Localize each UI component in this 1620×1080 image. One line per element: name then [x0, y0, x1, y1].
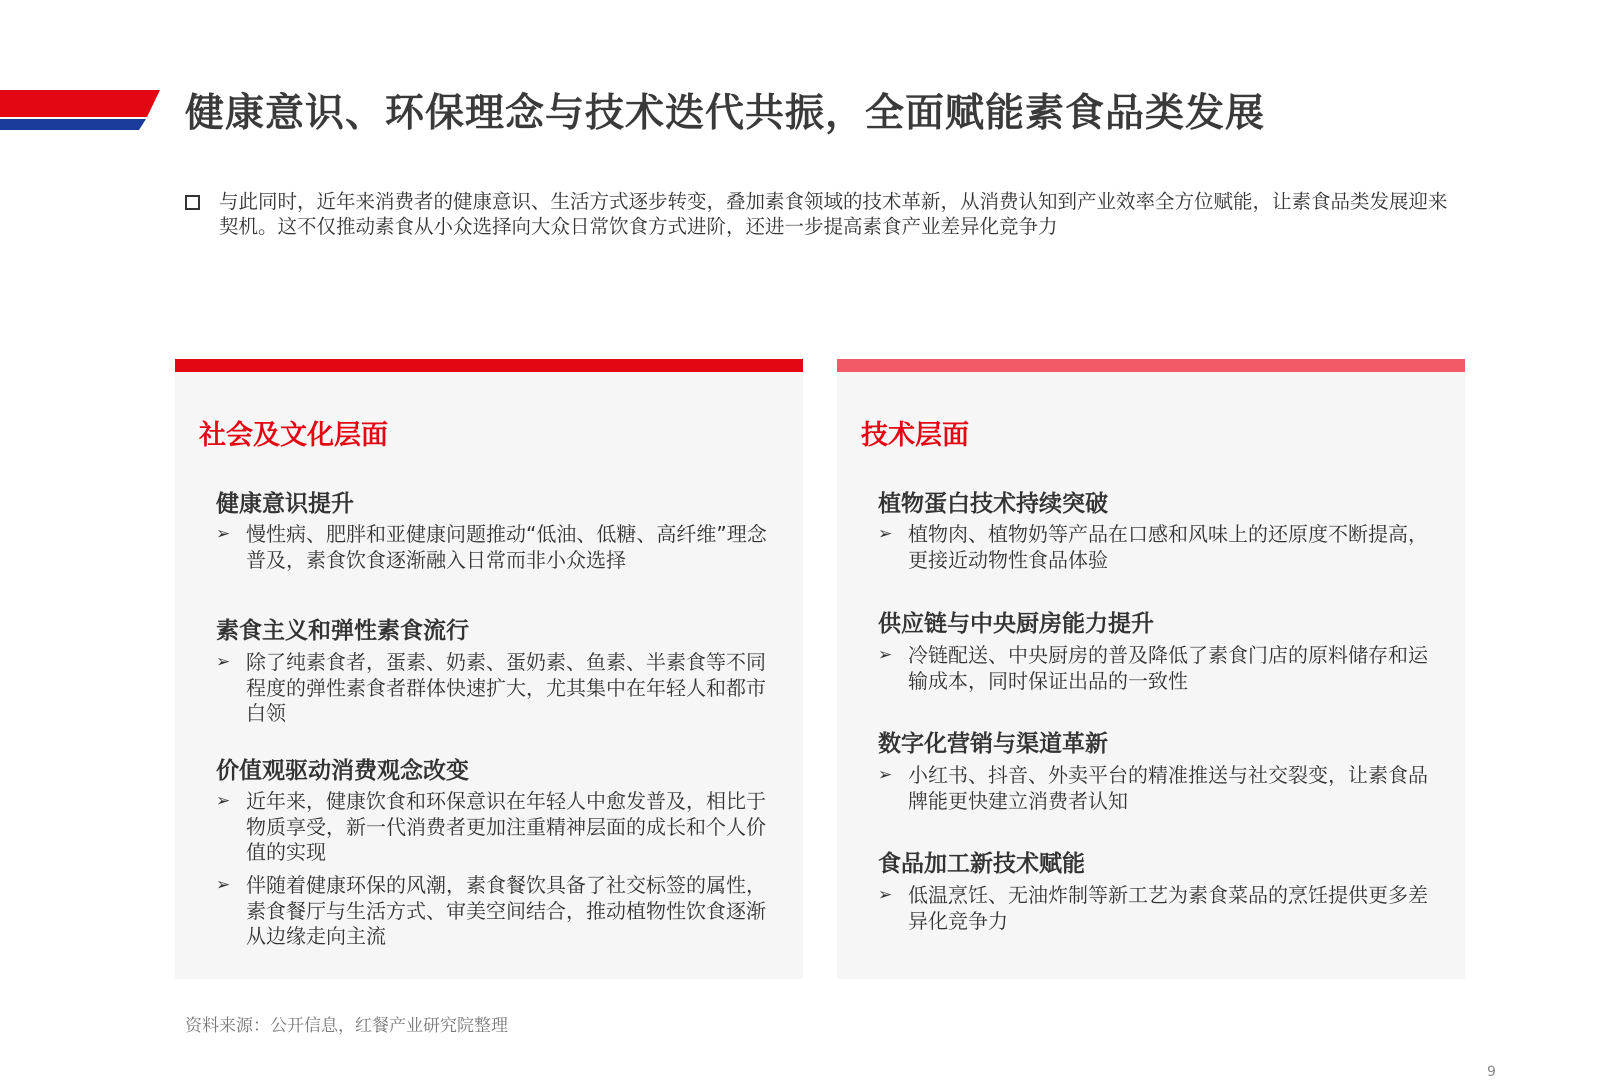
bullet-item: [878, 643, 1438, 694]
panel-top-bar: [837, 359, 1465, 372]
page-number: 9: [1487, 1064, 1496, 1080]
hollow-square-bullet-icon: [185, 195, 200, 210]
header-accent-stripe: [0, 90, 160, 132]
panel-top-bar: [175, 359, 803, 372]
intro-paragraph: [185, 189, 1455, 239]
section-title: 食品加工新技术赋能: [878, 851, 1085, 877]
bullet-text: 植物肉、植物奶等产品在口感和风味上的还原度不断提高，更接近动物性食品体验: [908, 522, 1428, 572]
bullet-text: 慢性病、肥胖和亚健康问题推动“低油、低糖、高纤维”理念普及，素食饮食逐渐融入日常而非小众选择: [246, 522, 767, 572]
section-title: 素食主义和弹性素食流行: [216, 618, 469, 644]
section-title: 数字化营销与渠道革新: [878, 731, 1108, 757]
bullet-text: 除了纯素食者，蛋素、奶素、蛋奶素、鱼素、半素食等不同程度的弹性素食者群体快速扩大，尤其集中在年轻人和都市白领: [246, 650, 766, 725]
arrow-bullet-icon: ➢: [878, 765, 893, 785]
bullet-item: [878, 522, 1438, 573]
bullet-item: [216, 789, 776, 866]
section-title: 供应链与中央厨房能力提升: [878, 611, 1154, 637]
bullet-text: 冷链配送、中央厨房的普及降低了素食门店的原料储存和运输成本，同时保证出品的一致性: [908, 643, 1428, 693]
arrow-bullet-icon: ➢: [878, 885, 893, 905]
section-title: 植物蛋白技术持续突破: [878, 491, 1108, 517]
bullet-item: [878, 763, 1438, 814]
intro-text: 与此同时，近年来消费者的健康意识、生活方式逐步转变，叠加素食领域的技术革新，从消费认知到产业效率全方位赋能，让素食品类发展迎来契机。这不仅推动素食从小众选择向大众日常饮食方式进阶，还进一步提高素食产业差异化竞争力: [219, 190, 1448, 238]
arrow-bullet-icon: ➢: [216, 652, 231, 672]
arrow-bullet-icon: ➢: [878, 524, 893, 544]
bullet-text: 低温烹饪、无油炸制等新工艺为素食菜品的烹饪提供更多差异化竞争力: [908, 883, 1428, 933]
bullet-item: [216, 650, 776, 727]
bullet-text: 近年来，健康饮食和环保意识在年轻人中愈发普及，相比于物质享受，新一代消费者更加注重精神层面的成长和个人价值的实现: [246, 789, 766, 864]
bullet-item: [216, 873, 776, 950]
arrow-bullet-icon: ➢: [878, 645, 893, 665]
source-note: 资料来源：公开信息，红餐产业研究院整理: [185, 1016, 508, 1036]
arrow-bullet-icon: ➢: [216, 524, 231, 544]
bullet-text: 小红书、抖音、外卖平台的精准推送与社交裂变，让素食品牌能更快建立消费者认知: [908, 763, 1428, 813]
bullet-text: 伴随着健康环保的风潮，素食餐饮具备了社交标签的属性，素食餐厅与生活方式、审美空间结合，推动植物性饮食逐渐从边缘走向主流: [246, 873, 766, 948]
panel-heading-social-culture: 社会及文化层面: [199, 420, 388, 451]
bullet-item: [216, 522, 776, 573]
arrow-bullet-icon: ➢: [216, 875, 231, 895]
section-title: 健康意识提升: [216, 491, 354, 517]
arrow-bullet-icon: ➢: [216, 791, 231, 811]
panel-heading-technology: 技术层面: [861, 420, 969, 451]
section-title: 价值观驱动消费观念改变: [216, 758, 469, 784]
page-title: 健康意识、环保理念与技术迭代共振，全面赋能素食品类发展: [185, 91, 1266, 136]
bullet-item: [878, 883, 1438, 934]
